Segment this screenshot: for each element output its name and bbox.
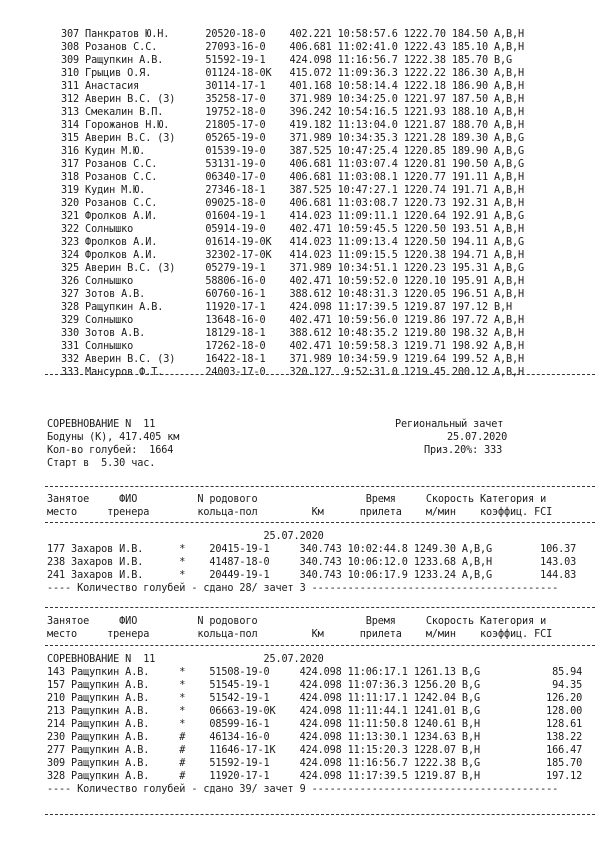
table-header-row-2: место тренера кольца-пол Км прилета м/мин коэффиц. FCI <box>47 629 553 640</box>
table-row: 277 Ращупкин А.В. # 11646-17-1K 424.098 11:15:20.3 1228.07 B,H 166.47 <box>47 745 583 756</box>
list-item: 330 Зотов А.В. 18129-18-1 388.612 10:48:35.2 1219.80 198.32 A,B,H <box>61 328 525 339</box>
list-item: 309 Ращупкин А.В. 51592-19-1 424.098 11:16:56.7 1222.38 185.70 B,G <box>61 55 513 66</box>
competition-date: 25.07.2020 <box>447 432 508 443</box>
list-item: 319 Кудин М.Ю. 27346-18-1 387.525 10:47:27.1 1220.74 191.71 A,B,H <box>61 185 525 196</box>
pigeon-count: Кол-во голубей: 1664 <box>47 445 174 456</box>
list-item: 326 Солнышко 58806-16-0 402.471 10:59:52.0 1220.10 195.91 A,B,H <box>61 276 525 287</box>
table-summary: ---- Количество голубей - сдано 39/ зачет 9 ----------------------------------------- <box>47 784 559 795</box>
table-row: 309 Ращупкин А.В. # 51592-19-1 424.098 11:16:56.7 1222.38 B,G 185.70 <box>47 758 583 769</box>
list-item: 333 Мансуров Ф.Т. 24003-17-0 320.127 9:52:31.0 1219.45 200.12 A,B,H <box>61 367 525 378</box>
table-summary: ---- Количество голубей - сдано 28/ зачет 3 ----------------------------------------- <box>47 583 559 594</box>
table-row: 238 Захаров И.В. * 41487-18-0 340.743 10:06:12.0 1233.68 A,B,H 143.03 <box>47 557 577 568</box>
table-rule <box>45 486 595 487</box>
competition-title: СОРЕВНОВАНИЕ N 11 <box>47 419 156 430</box>
list-item: 322 Солнышко 05914-19-0 402.471 10:59:45.5 1220.50 193.51 A,B,H <box>61 224 525 235</box>
list-item: 312 Аверин В.С. (3) 35258-17-0 371.989 10:34:25.0 1221.97 187.50 A,B,H <box>61 94 525 105</box>
ranking-type: Региональный зачет <box>395 419 504 430</box>
list-item: 307 Панкратов Ю.Н. 20520-18-0 402.221 10:58:57.6 1222.70 184.50 A,B,H <box>61 29 525 40</box>
table-rule <box>45 607 595 608</box>
table-row: 177 Захаров И.В. * 20415-19-1 340.743 10:02:44.8 1249.30 A,B,G 106.37 <box>47 544 577 555</box>
list-item: 313 Смекалин В.П. 19752-18-0 396.242 10:54:16.5 1221.93 188.10 A,B,H <box>61 107 525 118</box>
table-row: 214 Ращупкин А.В. * 08599-16-1 424.098 11:11:50.8 1240.61 B,H 128.61 <box>47 719 583 730</box>
list-item: 327 Зотов А.В. 60760-16-1 388.612 10:48:31.3 1220.05 196.51 A,B,H <box>61 289 525 300</box>
page-end-rule <box>45 814 595 815</box>
table-row: 143 Ращупкин А.В. * 51508-19-0 424.098 11:06:17.1 1261.13 B,G 85.94 <box>47 667 583 678</box>
prize-count: Приз.20%: 333 <box>424 445 503 456</box>
list-item: 329 Солнышко 13648-16-0 402.471 10:59:56.0 1219.86 197.72 A,B,H <box>61 315 525 326</box>
table-header-row-1: Занятое ФИО N родового Время Скорость Категория и <box>47 616 547 627</box>
table-row: 210 Ращупкин А.В. * 51542-19-1 424.098 11:11:17.1 1242.04 B,G 126.20 <box>47 693 583 704</box>
table-date: 25.07.2020 <box>47 531 324 542</box>
table-header-row-2: место тренера кольца-пол Км прилета м/мин коэффиц. FCI <box>47 507 553 518</box>
list-item: 316 Кудин М.Ю. 01539-19-0 387.525 10:47:25.4 1220.85 189.90 A,B,G <box>61 146 525 157</box>
table-row: 328 Ращупкин А.В. # 11920-17-1 424.098 11:17:39.5 1219.87 B,H 197.12 <box>47 771 583 782</box>
release-point: Бодуны (К), 417.405 км <box>47 432 180 443</box>
list-item: 317 Розанов С.С. 53131-19-0 406.681 11:03:07.4 1220.81 190.50 A,B,G <box>61 159 525 170</box>
table-row: 157 Ращупкин А.В. * 51545-19-1 424.098 11:07:36.3 1256.20 B,G 94.35 <box>47 680 583 691</box>
table-row: 230 Ращупкин А.В. # 46134-16-0 424.098 11:13:30.1 1234.63 B,H 138.22 <box>47 732 583 743</box>
list-item: 314 Горожанов Н.Ю. 21805-17-0 419.182 11:13:04.0 1221.87 188.70 A,B,H <box>61 120 525 131</box>
table-date: СОРЕВНОВАНИЕ N 11 25.07.2020 <box>47 654 324 665</box>
list-item: 308 Розанов С.С. 27093-16-0 406.681 11:02:41.0 1222.43 185.10 A,B,H <box>61 42 525 53</box>
list-item: 323 Фролков А.И. 01614-19-0K 414.023 11:09:13.4 1220.50 194.11 A,B,G <box>61 237 525 248</box>
list-item: 321 Фролков А.И. 01604-19-1 414.023 11:09:11.1 1220.64 192.91 A,B,G <box>61 211 525 222</box>
table-row: 241 Захаров И.В. * 20449-19-1 340.743 10:06:17.9 1233.24 A,B,G 144.83 <box>47 570 577 581</box>
list-item: 328 Ращупкин А.В. 11920-17-1 424.098 11:17:39.5 1219.87 197.12 B,H <box>61 302 513 313</box>
list-item: 331 Солнышко 17262-18-0 402.471 10:59:58.3 1219.71 198.92 A,B,H <box>61 341 525 352</box>
list-item: 324 Фролков А.И. 32302-17-0K 414.023 11:09:15.5 1220.38 194.71 A,B,H <box>61 250 525 261</box>
list-item: 315 Аверин В.С. (3) 05265-19-0 371.989 10:34:35.3 1221.28 189.30 A,B,G <box>61 133 525 144</box>
table-rule <box>45 645 595 646</box>
table-header-row-1: Занятое ФИО N родового Время Скорость Категория и <box>47 494 547 505</box>
table-rule <box>45 522 595 523</box>
list-item: 310 Грыцив О.Я. 01124-18-0K 415.072 11:09:36.3 1222.22 186.30 A,B,H <box>61 68 525 79</box>
start-time: Старт в 5.30 час. <box>47 458 156 469</box>
list-item: 325 Аверин В.С. (3) 05279-19-1 371.989 10:34:51.1 1220.23 195.31 A,B,G <box>61 263 525 274</box>
table-row: 213 Ращупкин А.В. * 06663-19-0K 424.098 11:11:44.1 1241.01 B,G 128.00 <box>47 706 583 717</box>
section-divider <box>45 374 595 375</box>
list-item: 332 Аверин В.С. (3) 16422-18-1 371.989 10:34:59.9 1219.64 199.52 A,B,H <box>61 354 525 365</box>
list-item: 318 Розанов С.С. 06340-17-0 406.681 11:03:08.1 1220.77 191.11 A,B,H <box>61 172 525 183</box>
list-item: 320 Розанов С.С. 09025-18-0 406.681 11:03:08.7 1220.73 192.31 A,B,H <box>61 198 525 209</box>
list-item: 311 Анастасия 30114-17-1 401.168 10:58:14.4 1222.18 186.90 A,B,H <box>61 81 525 92</box>
